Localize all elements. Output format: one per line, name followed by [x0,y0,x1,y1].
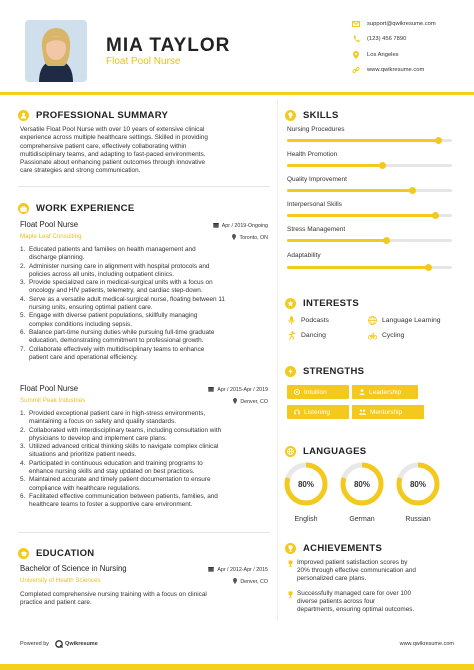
language-item [283,461,329,523]
list-item: 4. Participated in continuous education and training programs to enhance nursing skills and stay updated on best practices. [20,459,203,476]
listening-icon [294,409,300,415]
list-item: 4. Serve as a versatile adult medical-surgical nurse, floating between 11 nursing units, ensuring optimal patient care. [20,295,225,312]
interest-item: Language Learning [368,316,441,325]
footer-divider [0,664,474,670]
skill-bar-knob [425,264,432,271]
education-dates: Apr / 2012-Apr / 2015 [208,566,268,574]
interests-heading: INTERESTS [285,298,359,309]
language-percent: 80% [409,480,427,489]
summary-text: Versatile Float Pool Nurse with over 10 years of extensive clinical experience across multiple healthcare settings. Skilled in providing comprehensive patient care, effectively collaborating within multidisciplinary teams, and adapting to fast-paced environments. Passionate about enhancing patient outcomes through innovative care strategies and strong communication. [20,126,208,175]
profile-photo [25,20,87,82]
skills-heading: SKILLS [285,110,339,121]
language-percent: 80% [353,480,371,489]
globe-icon [285,446,296,457]
skill-bar-fill [287,164,383,167]
language-percent: 80% [297,480,315,489]
language-ring [283,461,329,507]
leadership-icon [359,389,365,395]
trophy-icon [285,543,296,554]
skill-bar-fill [287,214,436,217]
language-icon [368,316,377,325]
contact-location: Los Angeles [352,47,467,63]
skill-bar [287,139,452,142]
contact-email[interactable]: support@qwikresume.com [352,16,467,32]
location-icon [233,398,237,406]
skill-label: Adaptability [287,252,321,259]
mail-icon [352,20,360,28]
skill-bar-fill [287,189,412,192]
language-item [339,461,385,523]
mentorship-icon [359,409,366,415]
location-icon [232,234,236,242]
skill-bar-knob [383,237,390,244]
qwikresume-logo-icon [55,640,63,648]
contact-phone[interactable]: (123) 456 7890 [352,32,467,48]
skill-label: Stress Management [287,226,346,233]
job-dates: Apr / 2019-Ongoing [213,222,268,230]
education-location: Denver, CO [233,578,268,586]
language-ring [395,461,441,507]
dancing-icon [287,331,296,340]
skill-label: Interpersonal Skills [287,201,342,208]
user-icon [18,110,29,121]
job-bullets [20,410,270,510]
list-item: 5. Engage with diverse patient populations, skillfully managing complex conditions including sepsis. [20,312,198,328]
link-icon [352,66,360,74]
job-title: Float Pool Nurse [20,220,79,229]
list-item: 3. Provide specialized care in medical-surgical units with a focus on oncology and HIV patients, telemetry, and cardiac step-down. [20,279,213,295]
intuition-icon [294,389,300,395]
candidate-name: MIA TAYLOR [106,35,231,56]
skill-bar-knob [409,187,416,194]
footer-powered-by: Powered by Qwikresume [20,641,98,647]
language-label: English [294,516,318,523]
location-icon [233,578,237,586]
bolt-icon [285,366,296,377]
skill-bar-knob [379,162,386,169]
skill-bar [287,189,452,192]
trophy-icon [287,559,297,583]
candidate-title: Float Pool Nurse [106,56,181,67]
strengths-heading: STRENGTHS [285,366,364,377]
lightbulb-icon [285,110,296,121]
calendar-icon [213,222,219,230]
list-item: 2. Administer nursing care in alignment with hospital protocols and policies across all units, including outpatient clinics. [20,262,210,278]
skill-bar-knob [432,212,439,219]
language-label: German [349,516,375,523]
podcast-icon [287,316,296,325]
job-location: Denver, CO [233,398,268,406]
skill-label: Health Promotion [287,151,338,158]
interest-item: Dancing [287,331,326,340]
skill-bar-fill [287,266,429,269]
skill-bar [287,164,452,167]
languages-heading: LANGUAGES [285,446,366,457]
achievements-heading: ACHIEVEMENTS [285,543,382,554]
calendar-icon [208,566,214,574]
language-item [395,461,441,523]
job-title: Float Pool Nurse [20,384,79,393]
section-divider [18,186,270,187]
skill-label: Nursing Procedures [287,126,345,133]
achievement-item: Improved patient satisfaction scores by 20% through effective communication and personalized care plans. [287,559,467,583]
cycling-icon [368,331,377,340]
skill-bar-fill [287,239,386,242]
school-name: University of Health Sciences [20,577,101,584]
location-icon [352,51,360,59]
star-icon [285,298,296,309]
contact-list [352,16,467,78]
list-item: 3. Utilized advanced critical thinking skills to navigate complex clinical situations and prioritize patient needs. [20,443,219,459]
language-label: Russian [405,516,431,523]
list-item: 5. Maintained accurate and timely patient documentation to ensure compliance with healthcare regulations. [20,476,211,492]
company-name: Maple Leaf Consulting [20,233,82,240]
phone-icon [352,35,360,43]
skill-bar [287,214,452,217]
list-item: 6. Facilitated effective communication between patients, families, and healthcare teams to foster a supportive care environment. [20,492,218,509]
education-description: Completed comprehensive nursing training with a focus on clinical practice and patient care. [20,591,207,607]
contact-website[interactable]: www.qwikresume.com [352,63,467,79]
achievement-item: Successfully managed care for over 100 diverse patients across four departments, ensuring optimal outcomes. [287,590,467,614]
experience-heading: WORK EXPERIENCE [18,203,134,214]
list-item: 2. Collaborated with interdisciplinary teams, including consultation with physicians to develop and implement care plans. [20,426,222,442]
list-item: 1. Educated patients and families on health management and discharge planning. [20,246,196,262]
skill-bar [287,239,452,242]
strength-pill: Mentorship [352,405,424,419]
list-item: 1. Provided exceptional patient care in high-stress environments, maintaining a focus on safety and quality standards. [20,410,206,426]
strength-pill: Intuition [287,385,349,399]
skill-bar-knob [435,137,442,144]
company-name: Summit Peak Industries [20,397,86,404]
header-divider [0,92,474,95]
skill-bar-fill [287,139,439,142]
interest-item: Podcasts [287,316,329,325]
strength-pill: Leadership [352,385,418,399]
job-location: Toronto, ON [232,234,268,242]
job-bullets [20,246,270,362]
strength-pill: Listening [287,405,349,419]
briefcase-icon [18,203,29,214]
interest-item: Cycling [368,331,404,340]
graduation-cap-icon [18,548,29,559]
list-item: 6. Balance part-time nursing duties while pursuing full-time graduate education, demonstrating commitment to professional growth. [20,328,215,345]
degree-title: Bachelor of Science in Nursing [20,564,127,573]
skill-label: Quality Improvement [287,176,347,183]
job-dates: Apr / 2015-Apr / 2019 [208,386,268,394]
list-item: 7. Collaborate effectively with multidisciplinary teams to enhance patient care and operational efficiency. [20,345,205,361]
calendar-icon [208,386,214,394]
education-heading: EDUCATION [18,548,94,559]
column-divider [277,100,278,620]
section-divider [18,532,270,533]
language-ring [339,461,385,507]
summary-heading: PROFESSIONAL SUMMARY [18,110,168,121]
trophy-icon [287,590,297,614]
footer-url[interactable]: www.qwikresume.com [399,641,454,647]
skill-bar [287,266,452,269]
